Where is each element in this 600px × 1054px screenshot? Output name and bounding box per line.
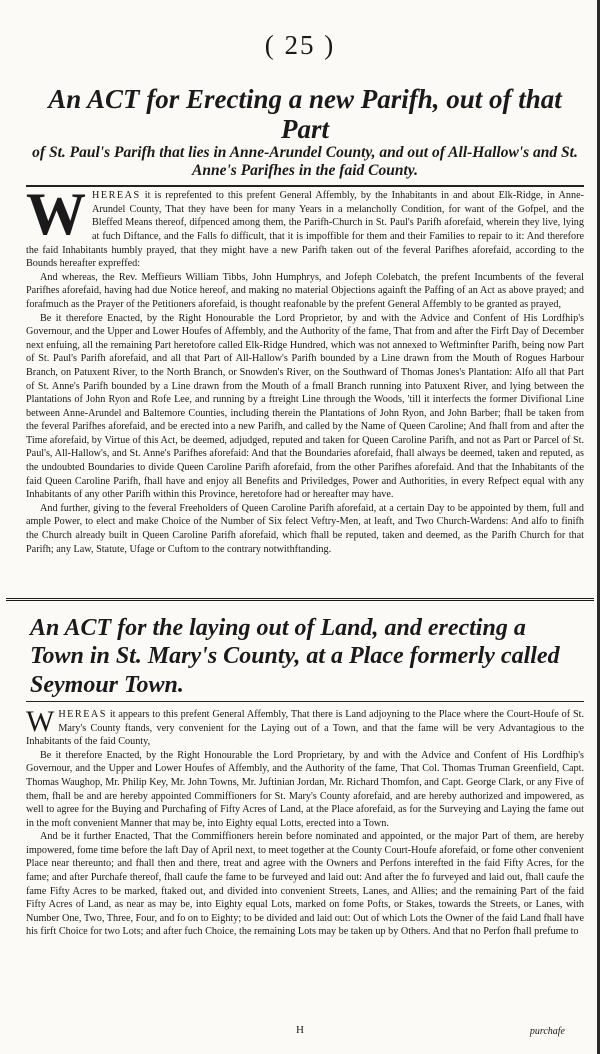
act1-body xyxy=(26,181,585,556)
section-divider xyxy=(6,598,594,601)
act-laying-out-town xyxy=(26,614,584,939)
act1-dropcap: W xyxy=(26,181,86,248)
act1-title-line1: An ACT for Erecting a new Parifh, out of that Part xyxy=(48,84,562,145)
act1-paragraph-1 xyxy=(26,181,585,271)
act2-title-rule xyxy=(26,701,584,702)
act2-dropcap: W xyxy=(26,704,55,738)
page-number: ( 25 ) xyxy=(264,30,336,60)
act1-title xyxy=(26,84,584,179)
act2-paragraph-2: Be it therefore Enacted, by the Right Honourable the Lord Proprietary, by and with the Advice and Confent of His Lordfhip's Governour, and the Upper and Lower Houfes of Affembly, and the Authority of the fame, That Col. Thomas Truman Greenfield, Capt. Thomas Waughop, Mr. Philip Key, Mr. John Towns, Mr. Juftinian Jordan, Mr. Richard Thomfon, and Capt. George Clark, or any Five of them, fhall be and are hereby appointed Commiffioners for St. Mary's County aforefaid, and are hereby authorized and impowered, as well to agree for the Buying and Purchafing of Fifty Acres of Land, at the Place aforefaid, as for the Surveying and Laying the fame out in the moft convenient Manner that may be, into Eighty equal Lotts, erected into a Town. xyxy=(26,749,584,829)
act1-lead-word: HEREAS xyxy=(92,190,141,202)
act1-title-rest: of St. Paul's Parifh that lies in Anne-Arundel County, and out of All-Hallow's and St. Anne's Parifhes in the faid County. xyxy=(32,144,578,179)
signature-mark: H xyxy=(296,1024,304,1036)
act2-paragraph-1-text: it appears to this prefent General Affembly, That there is Land adjoyning to the Place where the Court-Houfe of St. Mary's County ftands, very convenient for the Laying out of a Town, and that the fame will be very Advantagious to the Inhabitants of the faid County, xyxy=(26,708,584,748)
act1-paragraph-2: And whereas, the Rev. Meffieurs William Tibbs, John Humphrys, and Jofeph Colebatch, the prefent Incumbents of the feveral Parifhes aforefaid, having had due Notice hereof, and making no material Objections againft the Paffing of an Act as above prayed; and forafmuch as the Prayer of the Petitioners aforefaid, is thought reafonable by the prefent General Affembly to be granted as prayed, xyxy=(26,271,584,310)
act2-paragraph-3: And be it further Enacted, That the Commiffioners herein before nominated and appointed, or the major Part of them, are hereby impowered, fome time before the laft Day of April next, to meet together at the County Court-Houfe aforefaid, or fome other convenient Place near thereunto; and fhall then and there, treat and agree with the Owners and Perfons interefted in the faid Fifty Acres, for the fame; and after Purchafe thereof, fhall caufe the fame to be furveyed and laid out: And after the fo furveyed and laid out, fhall caufe the fame Fifty Acres to be marked, ftaked out, and divided into convenient Streets, Lanes, and Allies; and the remaining Part of the faid Fifty Acres of Land, as near as may be, into Eighty equal Lots, marked on fome Pofts, or Stakes, towards the Streets, or Lanes, with Number One, Two, Three, Four, and fo on to Eighty; to be divided and laid out: Out of which Lots the Owner of the faid Land fhall have his firft Choice for two Lots; and after fuch Choice, the remaining Lots may be taken up by Others. And that no Perfon fhall prefume to xyxy=(26,831,584,938)
act1-paragraph-4: And further, giving to the feveral Freeholders of Queen Caroline Parifh aforefaid, at a certain Day to be appointed by them, full and ample Power, to elect and make Choice of the Number of Six felect Veftry-Men, at leaft, and Two Church-Wardens: And alfo to finifh the Church already built in Queen Caroline Parifh aforefaid, which fhall be reputed, taken and deemed, as the Parifh Church for that Parifh; any Law, Statute, Ufage or Cuftom to the contrary notwithftanding. xyxy=(26,502,584,555)
act1-title-rule xyxy=(26,185,584,187)
act1-paragraph-3: Be it therefore Enacted, by the Right Honourable the Lord Proprietor, by and with the Advice and Confent of His Lordfhip's Governour, and the Upper and Lower Houfes of Affembly, and the Authority of the fame, That from and after the Firft Day of December next enfuing, all the remaining Part heretofore called Elk-Ridge Hundred, which was not annexed to Weftminfter Parifh, being now Part of St. Paul's Parifh aforefaid, and all that Part of All-Hallow's Parifh bounded by a Line drawn from the Mouth of Rogues Harbour Branch, on Patuxent River, to the North Branch, or Snowden's River, on the Southward of Thomas Jones's Plantation: Alfo all that Part of St. Anne's Parifh bounded by a Line drawn from the Mouth of a fmall Branch running into Patuxent River, and lying between the Plantations of John Ryon and Rofe Lee, and running by a ftreight Line through the Woods, 'till it interfects the former Divifional Line between Anne-Arundel and Baltemore Counties, including therein the Plantations of John Ryon, and John Barber; fhall be taken from the feveral Parifhes aforefaid, and be erected into a new Parifh, and called by the Name of Queen Caroline; And fhall from and after the Time aforefaid, by Virtue of this Act, be deemed, adjudged, reputed and taken for Queen Caroline Parifh, and not as Part or Parcel of St. Paul's, All-Hallow's, and St. Anne's Parifhes aforefaid: And that the Boundaries aforefaid, fhall always be deemed, taken and reputed, as the undoubted Boundaries to divide Queen Caroline Parifh aforefaid, from the other Parifhes aforefaid. And that the Inhabitants of the faid Queen Caroline Parifh, fhall have and enjoy all Benefits and Priviledges, Power and Authorities, in every Refpect equal with any Inhabitants of any other Parifh within this Province, heretofore had or hereafter may have. xyxy=(26,312,584,501)
act2-paragraph-1 xyxy=(26,704,584,749)
act1-paragraph-1-text: it is reprefented to this prefent General Affembly, by the Inhabitants in and about Elk-Ridge, in Anne-Arundel County, That they have been for many Years in a melancholly Condition, for want of the Gofpel, and the Bleffed Means thereof, difpenced among them, the Parifh-Church in St. Paul's Parifh aforefaid, wherein they live, lying at fuch Diftance, and the Falls fo difficult, that it is impoffible for them and their Families to repair to it: And therefore the faid Inhabitants humbly prayed, that they might have a new Parifh taken out of the feveral Parifhes aforefaid, according to the Bounds hereafter expreffed: xyxy=(26,190,585,270)
catchword: purchafe xyxy=(529,1026,565,1037)
act2-title: An ACT for the laying out of Land, and erecting a Town in St. Mary's County, at a Place formerly called Seymour Town. xyxy=(30,615,560,698)
act2-lead-word: HEREAS xyxy=(58,708,107,720)
act2-body xyxy=(26,704,584,939)
act-erecting-parish xyxy=(26,84,584,556)
